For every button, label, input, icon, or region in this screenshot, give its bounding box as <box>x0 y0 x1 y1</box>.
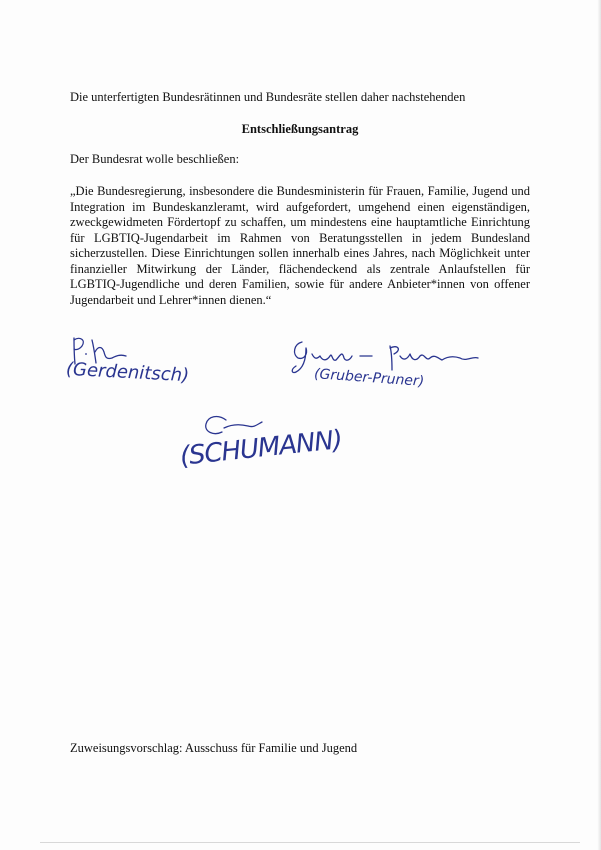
motion-heading: Entschließungsantrag <box>241 122 359 136</box>
signature-name-gerdenitsch: (Gerdenitsch) <box>65 358 190 387</box>
intro-text: Die unterfertigten Bundesrätinnen und Bundesräte stellen daher nachstehenden <box>70 90 466 104</box>
signature-gerdenitsch <box>66 332 206 396</box>
signature-name-gruber-pruner: (Gruber-Pruner) <box>313 366 425 390</box>
signature-name-schumann: (SCHUMANN) <box>178 425 344 472</box>
lead-text: Der Bundesrat wolle beschließen: <box>70 152 240 166</box>
signature-gruber-pruner <box>288 336 488 402</box>
page-bottom-edge <box>40 842 580 843</box>
motion-body: „Die Bundesregierung, insbesondere die Bundesministerin für Frauen, Familie, Jugend und Integration im Bundeskanzleramt, wird aufgefordert, umgehend einen eigenständigen, zweckgewidmeten Fördertopf zu schaffen, um mindestens eine hauptamtliche Einrichtung für LGBTIQ-Jugendarbeit im Rahmen von Beratungsstellen in jedem Bundesland sicherzustellen. Diese Einrichtungen sollen innerhalb eines Jahres, nach Möglichkeit unter finanzieller Mitwirkung der Länder, flächendeckend als zentrale Anlaufstellen für LGBTIQ-Jugendliche und deren Familien, sowie für andere Anbieter*innen von offener Jugendarbeit und Lehrer*innen dienen.“ <box>70 184 530 307</box>
committee-proposal: Zuweisungsvorschlag: Ausschuss für Familie und Jugend <box>70 741 358 755</box>
page-right-edge <box>597 0 601 850</box>
signature-schumann <box>178 406 344 488</box>
